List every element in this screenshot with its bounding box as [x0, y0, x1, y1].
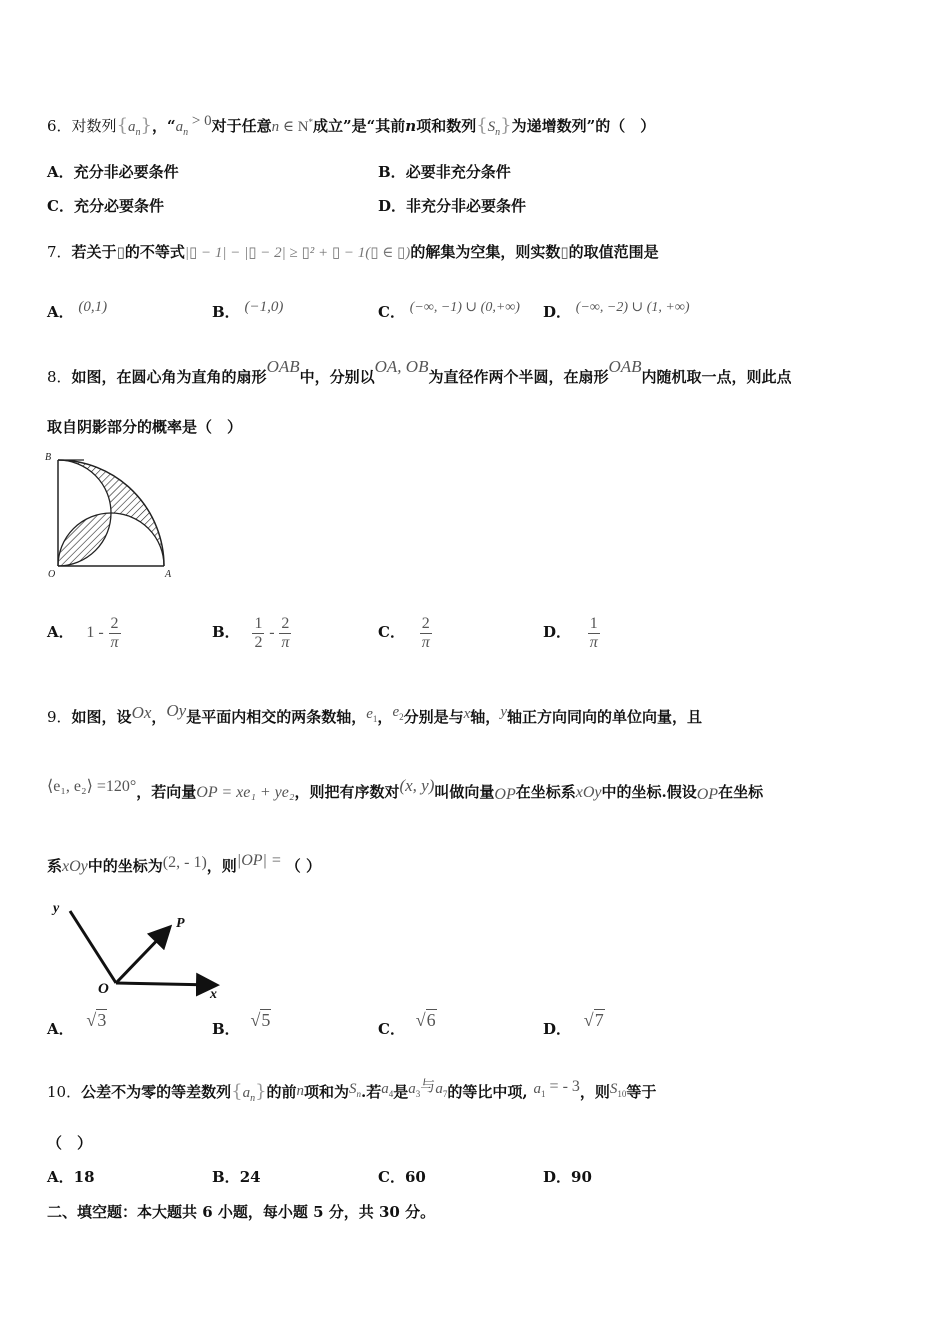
brace-right: }: [140, 115, 152, 136]
q7-option-a[interactable]: A． (0,1): [47, 299, 108, 321]
label-a: A: [165, 569, 172, 580]
q9-option-b[interactable]: B． √5: [212, 1010, 271, 1038]
q9-stem-line2: ⟨e₁, e₂⟩ =120°，若向量OP = xe₁ + ye₂，则把有序数对(x, y)叫做向量OP在坐标系xOy中的坐标.假设OP在坐标: [47, 776, 764, 803]
q10-option-c[interactable]: C．60: [378, 1168, 426, 1186]
q9-option-c[interactable]: C． √6: [378, 1010, 436, 1038]
q6-option-a[interactable]: A．充分非必要条件: [47, 163, 179, 181]
q10-stem: 10．公差不为零的等差数列$\{a_n\}$的前n项和为$S_n$.若$a_4$是$a_3$与$a_7$的等比中项, $a_1$ = - 3，则$S_{10}$等于: [47, 1078, 657, 1104]
q8-option-c[interactable]: C． $\frac{2}{\pi}$: [378, 614, 430, 651]
q8-figure: [44, 448, 184, 580]
q10-option-b[interactable]: B．24: [212, 1168, 261, 1186]
x-axis: [116, 983, 214, 985]
q7-option-c[interactable]: C． (−∞, −1) ∪ (0,+∞): [378, 300, 520, 321]
q7-stem: 7．若关于▯的不等式|▯ − 1| − |▯ − 2| ≥ ▯² + ▯ − 1(▯ ∈ ▯)的解集为空集，则实数▯的取值范围是: [47, 243, 659, 261]
q8-option-d[interactable]: D． $\frac{1}{\pi}$: [543, 614, 598, 651]
q6-option-b[interactable]: B．必要非充分条件: [378, 163, 511, 181]
q6-stem: 6．对数列$\{a_n\}$，“$a_n > 0$对于任意n ∈ N*成立”是“其前n项和数列$\{S_n\}$为递增数列”的（ ）: [47, 113, 656, 138]
label-o: O: [48, 569, 56, 580]
q9-stem: 9．如图，设Ox，Oy是平面内相交的两条数轴，$e_1$，$e_2$分别是与x轴，y轴正方向同向的单位向量，且: [47, 701, 702, 726]
q10-option-a[interactable]: A．18: [47, 1168, 95, 1186]
section-heading: 二、填空题：本大题共 6 小题，每小题 5 分，共 30 分。: [47, 1203, 436, 1221]
q9-option-a[interactable]: A． √3: [47, 1010, 107, 1038]
q10-option-d[interactable]: D．90: [543, 1168, 592, 1186]
q6-option-c[interactable]: C．充分必要条件: [47, 197, 164, 215]
label-b: B: [45, 452, 52, 463]
q9-option-d[interactable]: D． √7: [543, 1010, 604, 1038]
q7-option-b[interactable]: B． (−1,0): [212, 299, 284, 321]
brace-left: {: [116, 115, 129, 136]
label-x: x: [210, 987, 217, 1001]
label-o: O: [98, 981, 109, 997]
q6-option-d[interactable]: D．非充分非必要条件: [378, 197, 527, 215]
missing-glyph-box: ▯: [116, 245, 125, 261]
q9-stem-line3: 系xOy中的坐标为(2, - 1)，则|OP| = （ ）: [47, 852, 321, 875]
q9-figure: [48, 895, 228, 1001]
q7-option-d[interactable]: D． (−∞, −2) ∪ (1, +∞): [543, 300, 690, 321]
q8-option-b[interactable]: B． $\frac{1}{2}$ - $\frac{2}{\pi}$: [212, 614, 290, 651]
q8-stem-line2: 取自阴影部分的概率是（ ）: [47, 418, 243, 436]
q8-option-a[interactable]: A． 1 - $\frac{2}{\pi}$: [47, 614, 119, 651]
q10-stem-line2: （ ）: [47, 1134, 93, 1152]
q8-stem: 8．如图，在圆心角为直角的扇形OAB中，分别以OA, OB为直径作两个半圆，在扇形OAB内随机取一点，则此点: [47, 357, 792, 386]
label-p: P: [176, 916, 185, 931]
y-axis: [70, 911, 116, 983]
vector-op: [116, 929, 168, 983]
label-y: y: [53, 901, 60, 916]
